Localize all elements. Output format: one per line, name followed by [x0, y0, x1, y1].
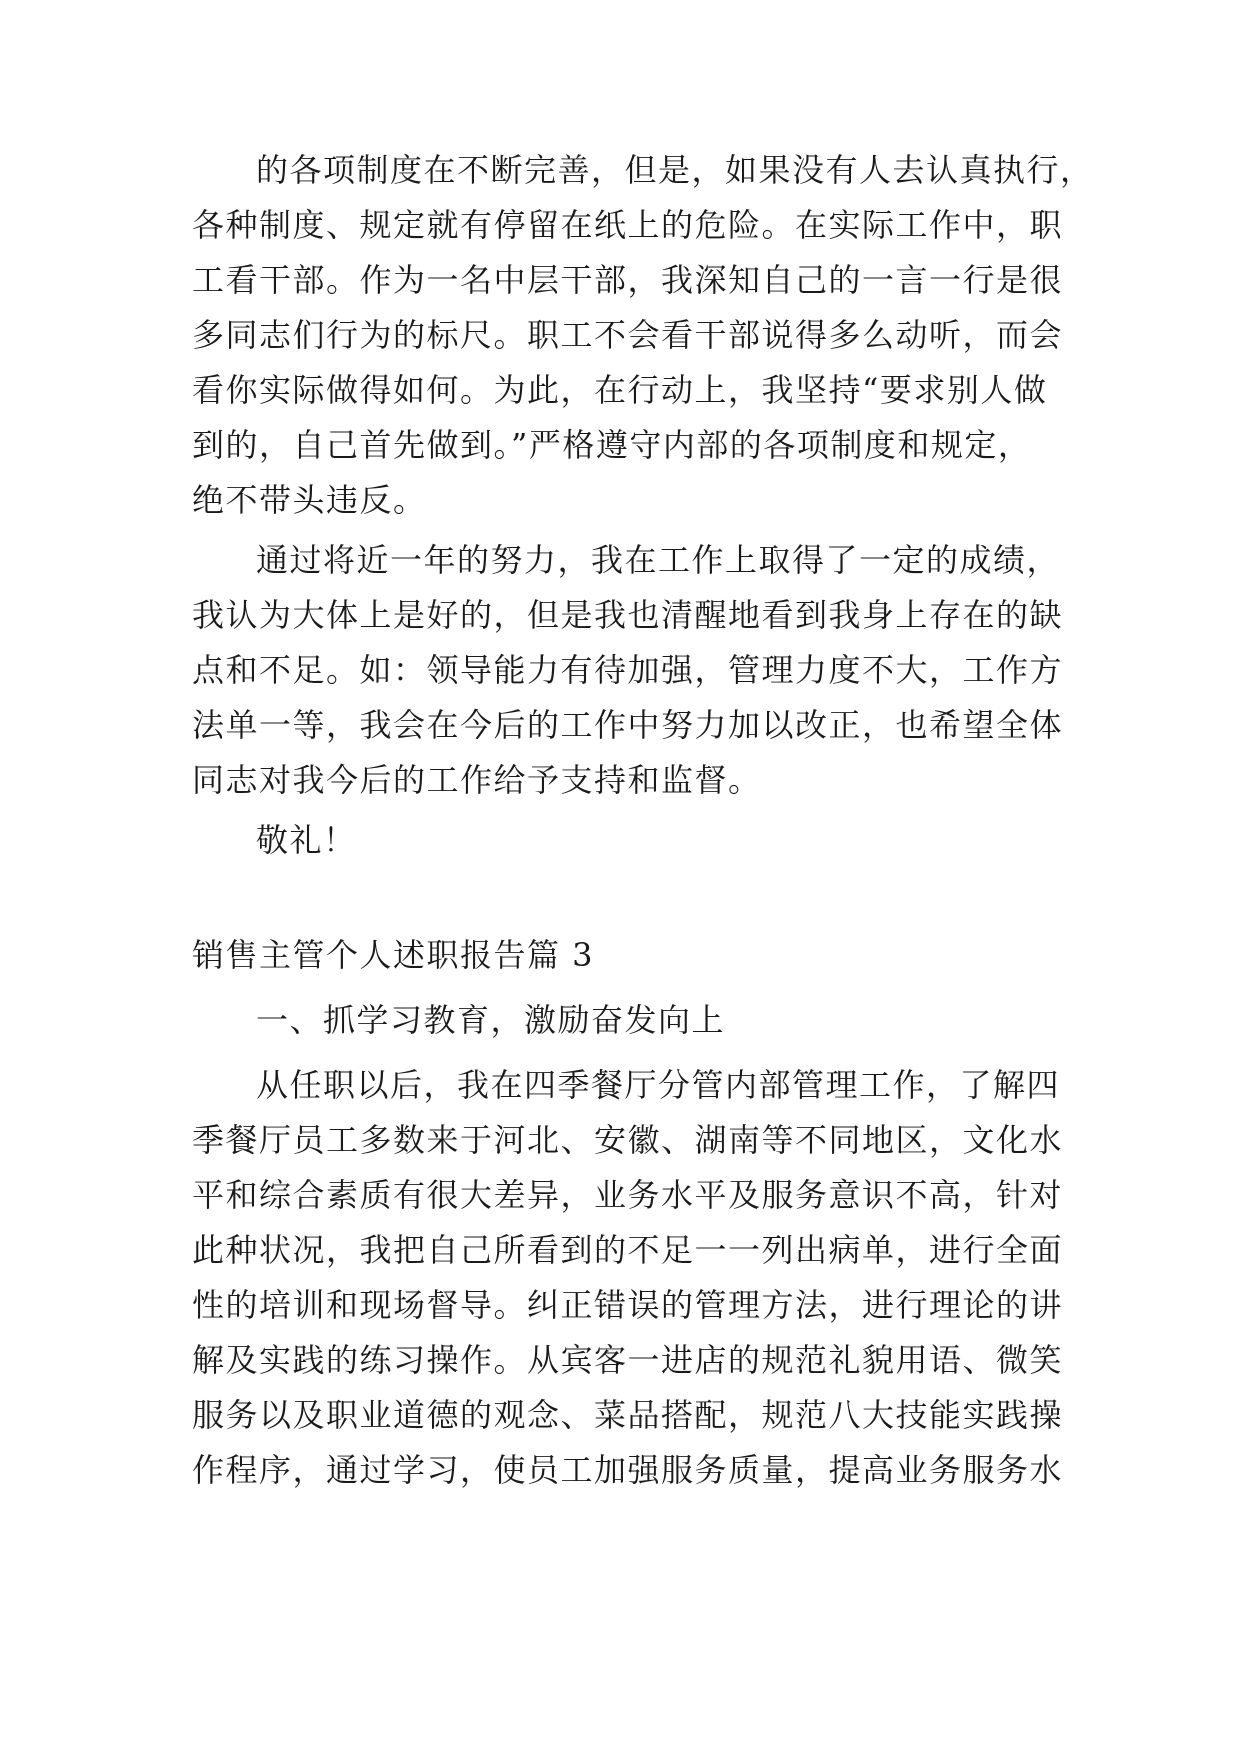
- paragraph2-line-5: 同志对我今后的工作给予支持和监督。: [192, 761, 762, 799]
- paragraph2-line-1: 通过将近一年的努力，我在工作上取得了一定的成绩，: [256, 541, 1061, 579]
- paragraph3-line-2: 季餐厅员工多数来于河北、安徽、湖南等不同地区，文化水: [192, 1121, 1064, 1159]
- paragraph1-line-5: 看你实际做得如何。为此，在行动上，我坚持“要求别人做: [192, 371, 1048, 409]
- paragraph2-line-2: 我认为大体上是好的，但是我也清醒地看到我身上存在的缺: [192, 596, 1064, 634]
- paragraph3-line-4: 此种状况，我把自己所看到的不足一一列出病单，进行全面: [192, 1231, 1064, 1269]
- paragraph3-line-7: 服务以及职业道德的观念、菜品搭配，规范八大技能实践操: [192, 1396, 1064, 1434]
- paragraph3-line-6: 解及实践的练习操作。从宾客一进店的规范礼貌用语、微笑: [192, 1341, 1064, 1379]
- paragraph1-line-6: 到的，自己首先做到。”严格遵守内部的各项制度和规定，: [192, 426, 1032, 464]
- subheading: 一、抓学习教育，激励奋发向上: [256, 1001, 726, 1039]
- paragraph1-line-3: 工看干部。作为一名中层干部，我深知自己的一言一行是很: [192, 261, 1064, 299]
- paragraph1-line-2: 各种制度、规定就有停留在纸上的危险。在实际工作中，职: [192, 206, 1064, 244]
- paragraph3-line-3: 平和综合素质有很大差异，业务水平及服务意识不高，针对: [192, 1176, 1064, 1214]
- paragraph1-line-7: 绝不带头违反。: [192, 481, 427, 519]
- paragraph3-line-1: 从任职以后，我在四季餐厅分管内部管理工作，了解四: [256, 1066, 1061, 1104]
- closing-salutation: 敬礼！: [256, 821, 357, 859]
- paragraph3-line-8: 作程序，通过学习，使员工加强服务质量，提高业务服务水: [192, 1451, 1064, 1489]
- paragraph1-line-4: 多同志们行为的标尺。职工不会看干部说得多么动听，而会: [192, 316, 1064, 354]
- paragraph3-line-5: 性的培训和现场督导。纠正错误的管理方法，进行理论的讲: [192, 1286, 1064, 1324]
- paragraph2-line-3: 点和不足。如：领导能力有待加强，管理力度不大，工作方: [192, 651, 1064, 689]
- paragraph1-line-1: 的各项制度在不断完善，但是，如果没有人去认真执行，: [256, 151, 1094, 189]
- paragraph2-line-4: 法单一等，我会在今后的工作中努力加以改正，也希望全体: [192, 706, 1064, 744]
- section-title: 销售主管个人述职报告篇 3: [192, 936, 595, 974]
